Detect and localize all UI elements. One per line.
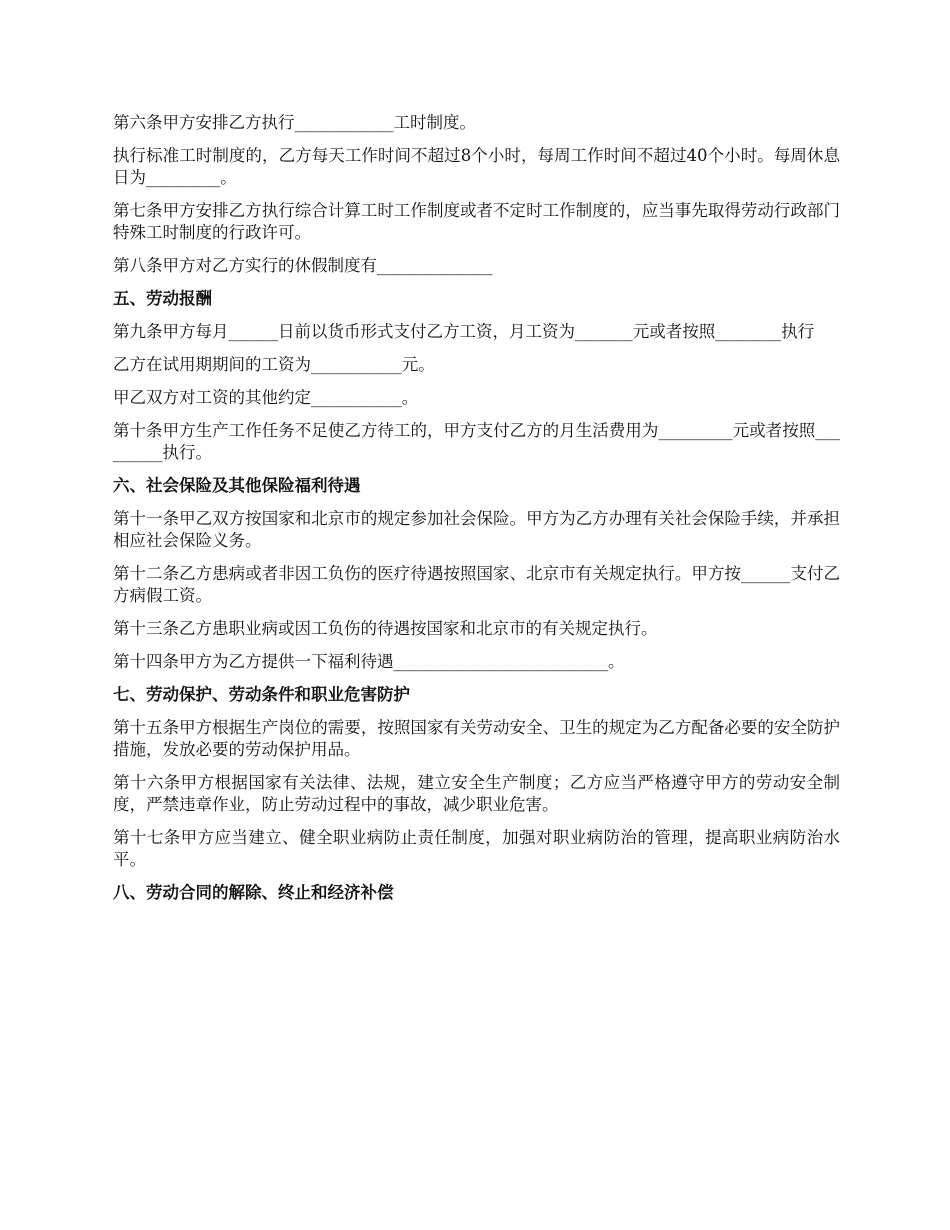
section-heading-labor-protection: 七、劳动保护、劳动条件和职业危害防护 xyxy=(113,685,410,704)
article-10: 第十条甲方生产工作任务不足使乙方待工的，甲方支付乙方的月生活费用为_________元或者按照_________执行。 xyxy=(113,421,840,462)
article-8: 第八条甲方对乙方实行的休假制度有______________ xyxy=(113,256,493,275)
article-11: 第十一条甲乙双方按国家和北京市的规定参加社会保险。甲方为乙方办理有关社会保险手续，并承担相应社会保险义务。 xyxy=(113,509,840,550)
document-body xyxy=(113,112,840,915)
other-wage-agreement: 甲乙双方对工资的其他约定___________。 xyxy=(113,388,419,407)
article-15: 第十五条甲方根据生产岗位的需要，按照国家有关劳动安全、卫生的规定为乙方配备必要的安全防护措施，发放必要的劳动保护用品。 xyxy=(113,718,840,759)
article-14: 第十四条甲方为乙方提供一下福利待遇__________________________。 xyxy=(113,652,625,671)
article-16: 第十六条甲方根据国家有关法律、法规，建立安全生产制度；乙方应当严格遵守甲方的劳动安全制度，严禁违章作业，防止劳动过程中的事故，减少职业危害。 xyxy=(113,773,840,814)
article-7: 第七条甲方安排乙方执行综合计算工时工作制度或者不定时工作制度的，应当事先取得劳动行政部门特殊工时制度的行政许可。 xyxy=(113,201,840,242)
section-heading-social-insurance: 六、社会保险及其他保险福利待遇 xyxy=(113,476,361,495)
article-9: 第九条甲方每月______日前以货币形式支付乙方工资，月工资为_______元或者按照________执行 xyxy=(113,322,815,341)
article-12: 第十二条乙方患病或者非因工负伤的医疗待遇按照国家、北京市有关规定执行。甲方按______支付乙方病假工资。 xyxy=(113,564,840,605)
article-6: 第六条甲方安排乙方执行____________工时制度。 xyxy=(113,113,476,132)
standard-hours-clause: 执行标准工时制度的，乙方每天工作时间不超过8个小时，每周工作时间不超过40个小时。每周休息日为_________。 xyxy=(113,146,840,187)
article-13: 第十三条乙方患职业病或因工负伤的待遇按国家和北京市的有关规定执行。 xyxy=(113,619,658,638)
section-heading-remuneration: 五、劳动报酬 xyxy=(113,289,212,308)
probation-wage-clause: 乙方在试用期期间的工资为___________元。 xyxy=(113,355,435,374)
section-heading-termination: 八、劳动合同的解除、终止和经济补偿 xyxy=(113,883,394,902)
article-17: 第十七条甲方应当建立、健全职业病防止责任制度，加强对职业病防治的管理，提高职业病防治水平。 xyxy=(113,828,840,869)
